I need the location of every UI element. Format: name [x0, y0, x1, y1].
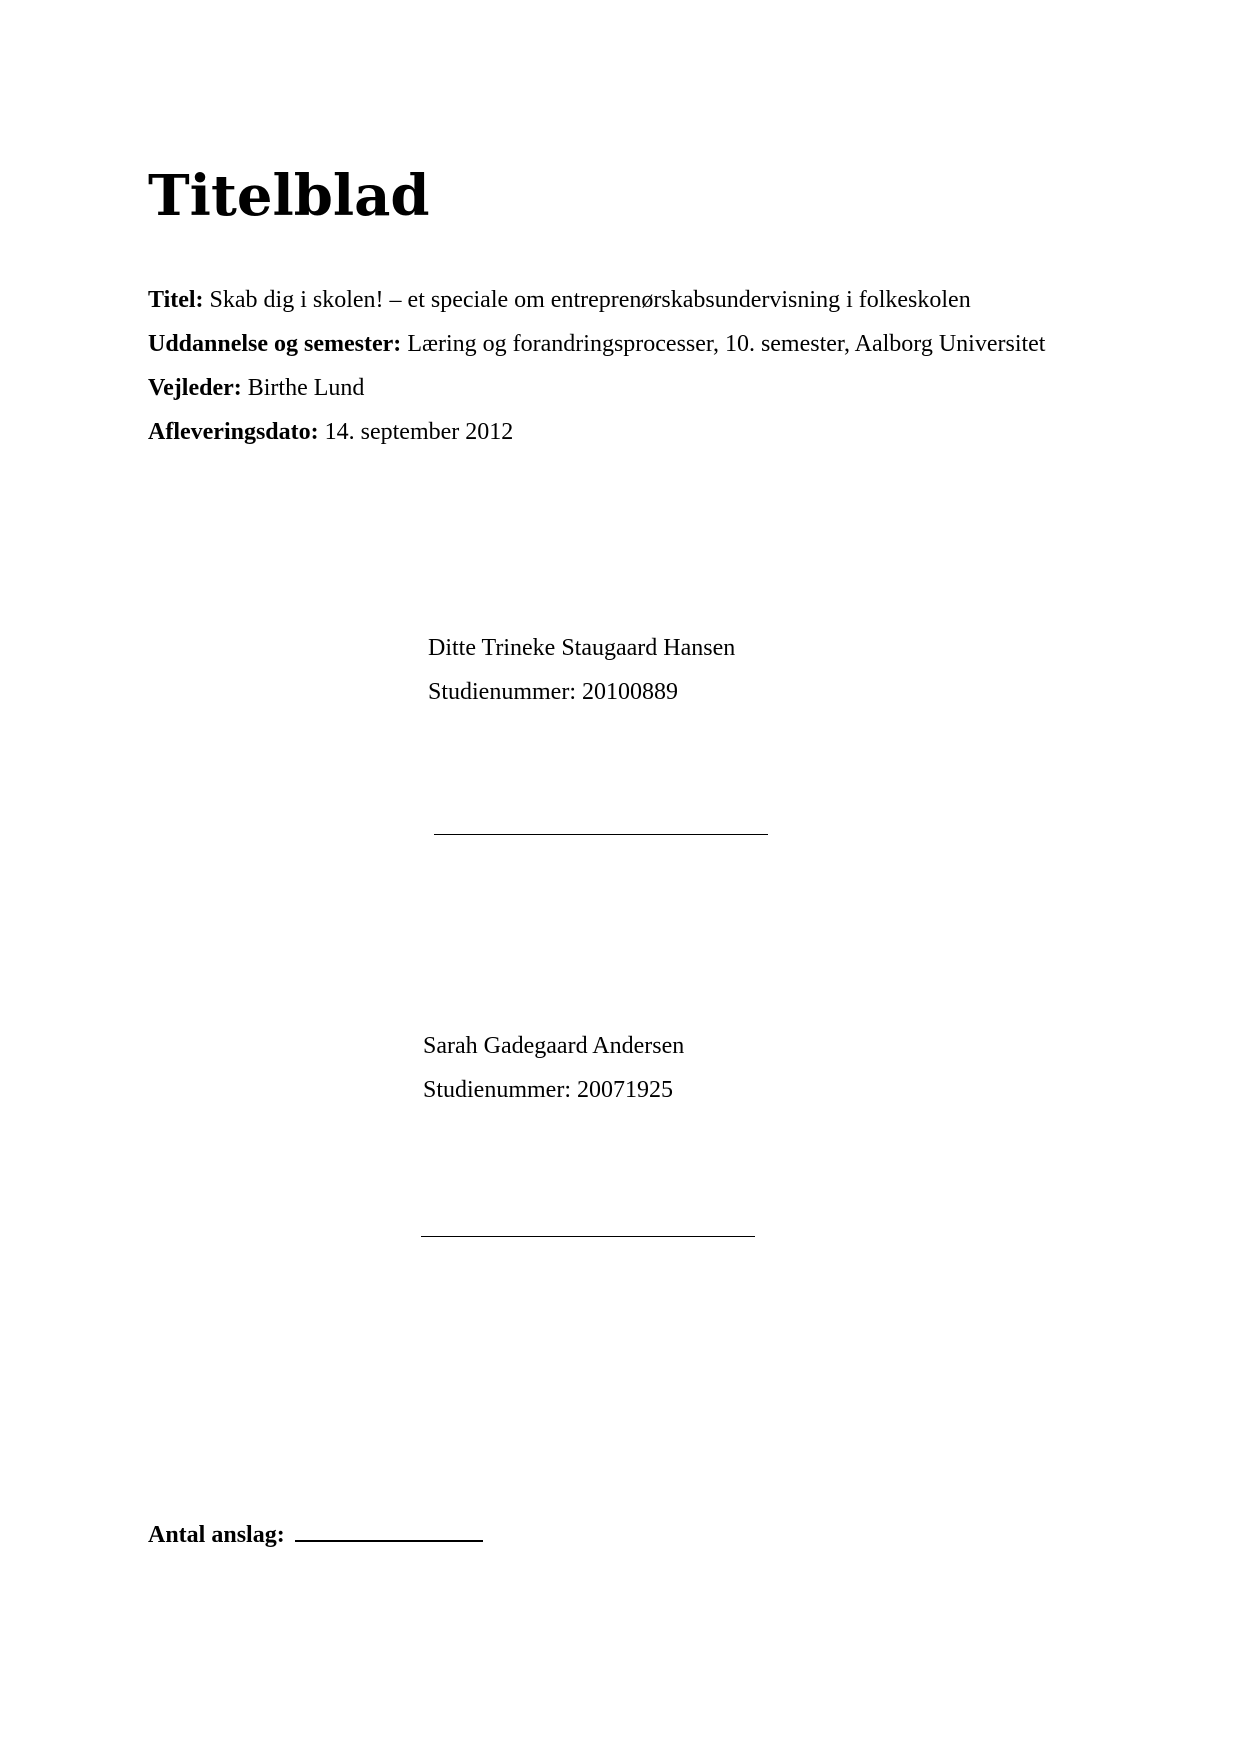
- author-student-number: Studienummer: 20100889: [428, 679, 678, 705]
- character-count-blank: [295, 1520, 483, 1542]
- character-count-row: [148, 1513, 483, 1557]
- education-value: Læring og forandringsprocesser, 10. semester, Aalborg Universitet: [407, 331, 1046, 357]
- signature-line-1: [434, 834, 768, 835]
- author-name: Sarah Gadegaard Andersen: [423, 1033, 685, 1059]
- character-count-label: Antal anslag:: [148, 1522, 285, 1548]
- title-row: [148, 278, 1088, 322]
- title-label: Titel:: [148, 287, 204, 313]
- supervisor-row: [148, 366, 1088, 410]
- due-date-row: [148, 410, 1088, 454]
- page-title: Titelblad: [148, 163, 430, 229]
- education-row: [148, 322, 1088, 366]
- supervisor-value: Birthe Lund: [247, 375, 365, 401]
- metadata-block: [148, 278, 1088, 454]
- education-label: Uddannelse og semester:: [148, 331, 402, 357]
- author-block-2: [423, 1024, 684, 1112]
- supervisor-label: Vejleder:: [148, 375, 242, 401]
- author-block-1: [428, 626, 735, 714]
- due-date-label: Afleveringsdato:: [148, 419, 319, 445]
- due-date-value: 14. september 2012: [324, 419, 514, 445]
- title-value: Skab dig i skolen! – et speciale om entreprenørskabsundervisning i folkeskolen: [209, 287, 971, 313]
- author-student-number: Studienummer: 20071925: [423, 1077, 673, 1103]
- signature-line-2: [421, 1236, 755, 1237]
- author-name: Ditte Trineke Staugaard Hansen: [428, 635, 736, 661]
